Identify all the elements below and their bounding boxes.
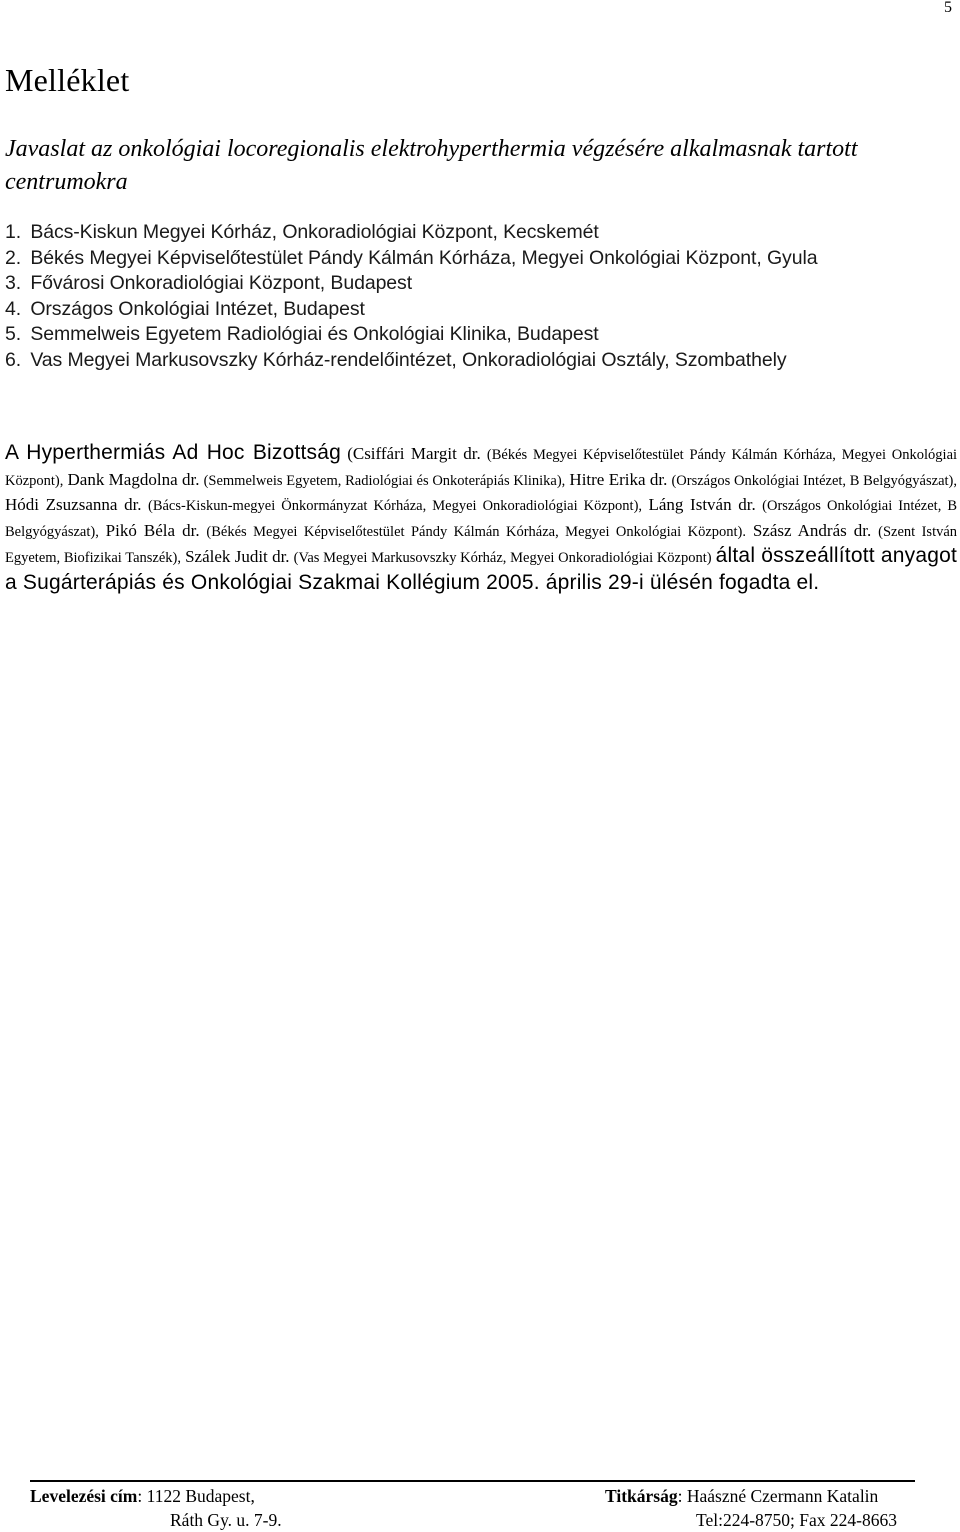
list-item-text: Békés Megyei Képviselőtestület Pándy Kálmán Kórháza, Megyei Onkológiai Központ, Gyula: [30, 246, 818, 269]
list-item-number: 4.: [5, 297, 22, 320]
member-name: (Csiffári Margit dr.: [347, 444, 481, 463]
list-item-text: Semmelweis Egyetem Radiológiai és Onkológiai Klinika, Budapest: [30, 323, 599, 346]
document-title: Melléklet: [5, 62, 130, 98]
list-item: [5, 271, 817, 297]
list-item-number: 2.: [5, 246, 22, 269]
committee-closing: által összeállított anyagot a Sugárterápiás és Onkológiai Szakmai Kollégium 2005. április 29-i ülésén fogadta el.: [5, 544, 957, 594]
member-name: Szász András dr.: [752, 520, 872, 540]
list-item-number: 5.: [5, 323, 22, 346]
list-item-text: Bács-Kiskun Megyei Kórház, Onkoradiológiai Központ, Kecskemét: [30, 221, 599, 243]
list-item-number: 3.: [5, 272, 22, 295]
list-item: [5, 348, 817, 374]
member-affiliation: (Békés Megyei Képviselőtestület Pándy Kálmán Kórháza, Megyei Onkológiai Központ),: [5, 447, 958, 489]
member-name: Hitre Erika dr.: [569, 469, 668, 489]
address-line-1: : 1122 Budapest,: [137, 1486, 255, 1506]
secretariat-line-1: : Haászné Czermann Katalin: [677, 1486, 879, 1506]
footer-address: [30, 1484, 282, 1530]
member-name: Láng István dr.: [648, 495, 756, 514]
member-affiliation: (Szent István Egyetem, Biofizikai Tanszék),: [5, 523, 958, 566]
address-label: Levelezési cím: [30, 1486, 138, 1506]
member-affiliation: (Országos Onkológiai Intézet, B Belgyógyászat),: [5, 498, 958, 540]
list-item-number: 1.: [5, 221, 22, 243]
member-affiliation: (Vas Megyei Markusovszky Kórház, Megyei Onkoradiológiai Központ): [293, 550, 712, 566]
member-affiliation: (Békés Megyei Képviselőtestület Pándy Kálmán Kórháza, Megyei Onkológiai Központ).: [206, 523, 746, 540]
list-item-text: Vas Megyei Markusovszky Kórház-rendelőintézet, Onkoradiológiai Osztály, Szombathely: [30, 348, 787, 371]
list-item-text: Országos Onkológiai Intézet, Budapest: [30, 297, 365, 320]
committee-paragraph: [5, 441, 957, 597]
secretariat-label: Titkárság: [605, 1486, 678, 1506]
list-item: [5, 322, 817, 348]
list-item-number: 6.: [5, 348, 22, 371]
member-name: Szálek Judit dr.: [185, 547, 290, 566]
list-item-text: Fővárosi Onkoradiológiai Központ, Budapest: [30, 272, 413, 295]
list-item: [5, 246, 817, 272]
member-affiliation: (Bács-Kiskun-megyei Önkormányzat Kórháza, Megyei Onkoradiológiai Központ),: [147, 498, 643, 514]
page-number: 5: [944, 0, 952, 16]
committee-lead: A Hyperthermiás Ad Hoc Bizottság: [5, 441, 342, 464]
footer-secretariat: [605, 1484, 897, 1530]
member-affiliation: (Országos Onkológiai Intézet, B Belgyógyászat),: [671, 472, 957, 489]
address-line-2: Ráth Gy. u. 7-9.: [170, 1510, 282, 1530]
member-name: Hódi Zsuzsanna dr.: [5, 495, 142, 514]
footer-divider: [30, 1480, 915, 1482]
footer: [30, 1484, 926, 1530]
secretariat-line-2: Tel:224-8750; Fax 224-8663: [696, 1510, 897, 1530]
centers-list: [5, 220, 817, 374]
list-item: [5, 220, 817, 246]
member-name: Dank Magdolna dr.: [67, 469, 200, 489]
list-item: [5, 297, 817, 323]
member-affiliation: (Semmelweis Egyetem, Radiológiai és Onkoterápiás Klinika),: [203, 472, 566, 489]
member-name: Pikó Béla dr.: [105, 520, 200, 540]
proposal-heading: Javaslat az onkológiai locoregionalis elektrohyperthermia végzésére alkalmasnak tartott centrumokra: [5, 136, 858, 195]
